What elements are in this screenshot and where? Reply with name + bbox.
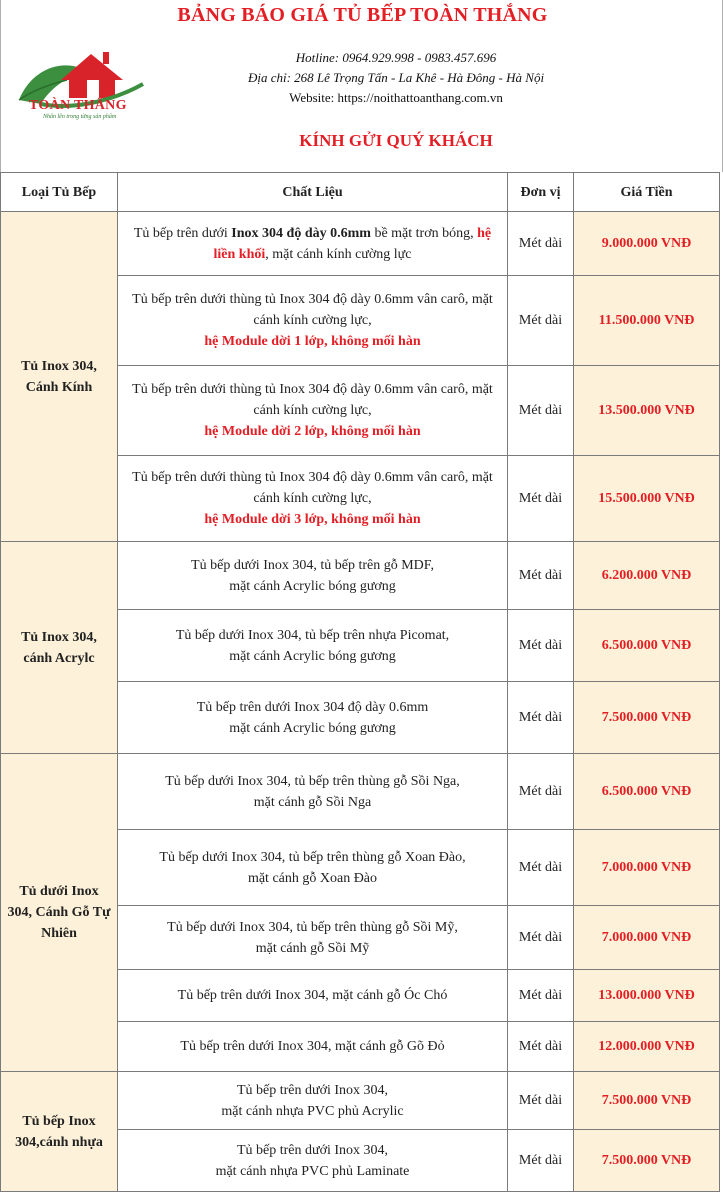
- price-cell: 13.000.000 VNĐ: [574, 970, 720, 1022]
- unit-cell: Mét dài: [508, 682, 574, 754]
- unit-cell: Mét dài: [508, 1130, 574, 1192]
- price-cell: 6.500.000 VNĐ: [574, 754, 720, 830]
- header-unit: Đơn vị: [508, 173, 574, 212]
- unit-cell: Mét dài: [508, 830, 574, 906]
- price-cell: 6.200.000 VNĐ: [574, 542, 720, 610]
- unit-cell: Mét dài: [508, 754, 574, 830]
- material-cell: Tủ bếp dưới Inox 304, tủ bếp trên nhựa Picomat, mặt cánh Acrylic bóng gương: [118, 610, 508, 682]
- unit-cell: Mét dài: [508, 542, 574, 610]
- logo-text: TOÀN THẮNG: [29, 98, 127, 113]
- page-header: [0, 0, 723, 172]
- material-cell: Tủ bếp trên dưới thùng tủ Inox 304 độ dày 0.6mm vân carô, mặt cánh kính cường lực, hệ Module dời 2 lớp, không mối hàn: [118, 366, 508, 456]
- price-cell: 7.500.000 VNĐ: [574, 682, 720, 754]
- header-type: Loại Tủ Bếp: [1, 173, 118, 212]
- material-cell: Tủ bếp dưới Inox 304, tủ bếp trên thùng gỗ Xoan Đào, mặt cánh gỗ Xoan Đào: [118, 830, 508, 906]
- unit-cell: Mét dài: [508, 212, 574, 276]
- material-cell: Tủ bếp trên dưới Inox 304 độ dày 0.6mm bề mặt trơn bóng, hệ liền khối, mặt cánh kính cường lực: [118, 212, 508, 276]
- greeting: KÍNH GỬI QUÝ KHÁCH: [299, 131, 493, 150]
- price-cell: 9.000.000 VNĐ: [574, 212, 720, 276]
- material-cell: Tủ bếp trên dưới Inox 304 độ dày 0.6mm mặt cánh Acrylic bóng gương: [118, 682, 508, 754]
- material-cell: Tủ bếp trên dưới Inox 304, mặt cánh gỗ Óc Chó: [118, 970, 508, 1022]
- category-cell: Tủ bếp Inox 304,cánh nhựa: [1, 1072, 118, 1192]
- unit-cell: Mét dài: [508, 906, 574, 970]
- price-table: [0, 172, 720, 1192]
- unit-cell: Mét dài: [508, 1022, 574, 1072]
- price-cell: 15.500.000 VNĐ: [574, 456, 720, 542]
- material-cell: Tủ bếp dưới Inox 304, tủ bếp trên thùng gỗ Sồi Mỹ, mặt cánh gỗ Sồi Mỹ: [118, 906, 508, 970]
- unit-cell: Mét dài: [508, 276, 574, 366]
- price-cell: 7.000.000 VNĐ: [574, 906, 720, 970]
- material-cell: Tủ bếp trên dưới Inox 304, mặt cánh gỗ Gõ Đỏ: [118, 1022, 508, 1072]
- website: Website: https://noithattoanthang.com.vn: [289, 90, 503, 105]
- logo-tagline: Nhân lên trong từng sản phẩm: [43, 114, 117, 120]
- address: Địa chỉ: 268 Lê Trọng Tấn - La Khê - Hà Đông - Hà Nội: [247, 70, 545, 85]
- price-cell: 12.000.000 VNĐ: [574, 1022, 720, 1072]
- material-cell: Tủ bếp dưới Inox 304, tủ bếp trên thùng gỗ Sồi Nga, mặt cánh gỗ Sồi Nga: [118, 754, 508, 830]
- table-header-row: [1, 173, 720, 212]
- hotline: Hotline: 0964.929.998 - 0983.457.696: [295, 50, 497, 65]
- material-cell: Tủ bếp trên dưới Inox 304, mặt cánh nhựa PVC phủ Laminate: [118, 1130, 508, 1192]
- unit-cell: Mét dài: [508, 970, 574, 1022]
- table-row: [1, 754, 720, 830]
- price-cell: 11.500.000 VNĐ: [574, 276, 720, 366]
- material-cell: Tủ bếp dưới Inox 304, tủ bếp trên gỗ MDF, mặt cánh Acrylic bóng gương: [118, 542, 508, 610]
- price-cell: 7.500.000 VNĐ: [574, 1072, 720, 1130]
- unit-cell: Mét dài: [508, 456, 574, 542]
- material-cell: Tủ bếp trên dưới thùng tủ Inox 304 độ dày 0.6mm vân carô, mặt cánh kính cường lực, hệ Module dời 1 lớp, không mối hàn: [118, 276, 508, 366]
- price-cell: 6.500.000 VNĐ: [574, 610, 720, 682]
- table-row: [1, 212, 720, 276]
- price-cell: 7.000.000 VNĐ: [574, 830, 720, 906]
- price-cell: 7.500.000 VNĐ: [574, 1130, 720, 1192]
- category-cell: Tủ Inox 304, Cánh Kính: [1, 212, 118, 542]
- page-title: BẢNG BÁO GIÁ TỦ BẾP TOÀN THẮNG: [177, 4, 548, 26]
- header-material: Chất Liệu: [118, 173, 508, 212]
- unit-cell: Mét dài: [508, 366, 574, 456]
- table-row: [1, 542, 720, 610]
- table-body: [1, 212, 720, 1192]
- material-cell: Tủ bếp trên dưới thùng tủ Inox 304 độ dày 0.6mm vân carô, mặt cánh kính cường lực, hệ Module dời 3 lớp, không mối hàn: [118, 456, 508, 542]
- header-price: Giá Tiền: [574, 173, 720, 212]
- table-row: [1, 1072, 720, 1130]
- unit-cell: Mét dài: [508, 1072, 574, 1130]
- material-cell: Tủ bếp trên dưới Inox 304, mặt cánh nhựa PVC phủ Acrylic: [118, 1072, 508, 1130]
- unit-cell: Mét dài: [508, 610, 574, 682]
- category-cell: Tủ Inox 304, cánh Acrylc: [1, 542, 118, 754]
- price-cell: 13.500.000 VNĐ: [574, 366, 720, 456]
- category-cell: Tủ dưới Inox 304, Cánh Gỗ Tự Nhiên: [1, 754, 118, 1072]
